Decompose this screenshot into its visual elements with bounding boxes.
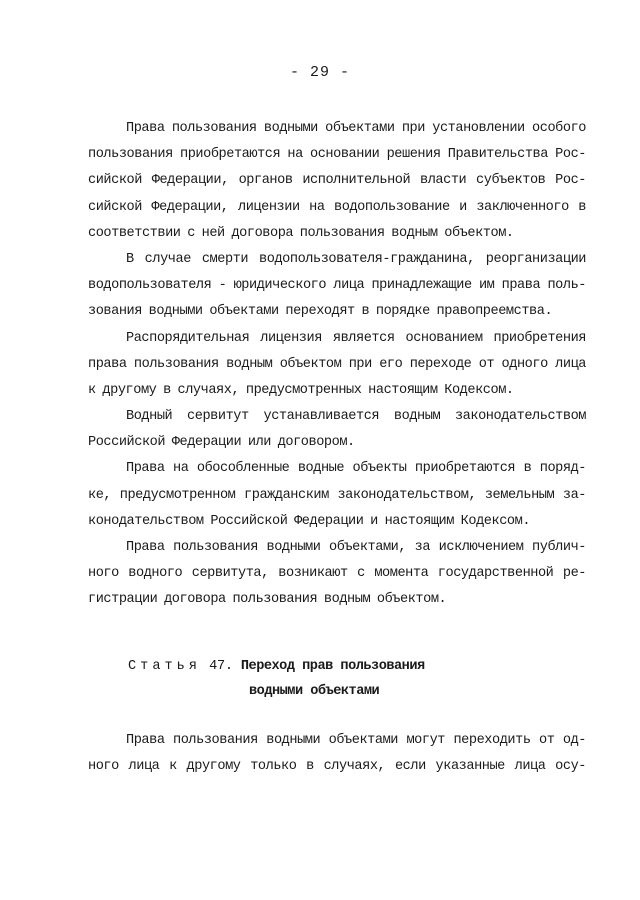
article-heading <box>128 654 425 699</box>
paragraph-line: гистрации договора пользования водным объектом. <box>88 592 447 608</box>
paragraph-line: зования водными объектами переходят в порядке правопреемства. <box>88 304 553 320</box>
paragraph-line: Права на обособленные водные объекты приобретаются в поряд- <box>126 461 586 477</box>
article-title-line-2: водными объектами <box>249 684 380 699</box>
paragraph-2 <box>88 247 586 326</box>
article-title-line-1: Переход прав пользования <box>240 659 425 674</box>
paragraph-line: конодательством Российской Федерации и настоящим Кодексом. <box>88 513 531 529</box>
paragraph-4 <box>88 404 586 456</box>
paragraph-line: Российской Федерации или договором. <box>88 435 355 451</box>
body-text-bottom <box>88 728 586 780</box>
paragraph-3 <box>88 326 586 405</box>
paragraph-line: к другому в случаях, предусмотренных настоящим Кодексом. <box>88 382 514 398</box>
paragraph-line: Права пользования водными объектами могут переходить от од- <box>126 733 586 748</box>
article-label: Статья <box>128 659 201 674</box>
article-number: 47. <box>209 659 233 674</box>
paragraph-line: Права пользования водными объектами при установлении особого <box>126 121 586 136</box>
body-text-top <box>88 116 586 614</box>
paragraph-line: пользования приобретаются на основании решения Правительства Рос- <box>88 147 586 163</box>
paragraph-line: Распорядительная лицензия является основанием приобретения <box>126 330 586 346</box>
paragraph-line: права пользования водным объектом при его переходе от одного лица <box>88 356 586 372</box>
paragraph-5 <box>88 456 586 535</box>
paragraph-1 <box>88 116 586 247</box>
paragraph-line: соответствии с ней договора пользования водным объектом. <box>88 225 514 241</box>
paragraph-line: сийской Федерации, лицензии на водопользование и заключенного в <box>88 199 586 215</box>
paragraph-line: В случае смерти водопользователя-гражданина, реорганизации <box>126 251 586 267</box>
paragraph-7 <box>88 728 586 780</box>
page-number: - 29 - <box>289 64 350 81</box>
paragraph-line: Водный сервитут устанавливается водным законодательством <box>126 409 586 425</box>
paragraph-line: ке, предусмотренном гражданским законодательством, земельным за- <box>88 487 586 503</box>
paragraph-line: сийской Федерации, органов исполнительной власти субъектов Рос- <box>88 173 586 189</box>
paragraph-line: водопользователя - юридического лица принадлежащие им права поль- <box>88 278 586 294</box>
paragraph-6 <box>88 535 586 614</box>
paragraph-line: ного водного сервитута, возникают с момента государственной ре- <box>88 566 586 582</box>
paragraph-line: Права пользования водными объектами, за исключением публич- <box>126 540 586 555</box>
paragraph-line: ного лица к другому только в случаях, если указанные лица осу- <box>88 759 586 775</box>
